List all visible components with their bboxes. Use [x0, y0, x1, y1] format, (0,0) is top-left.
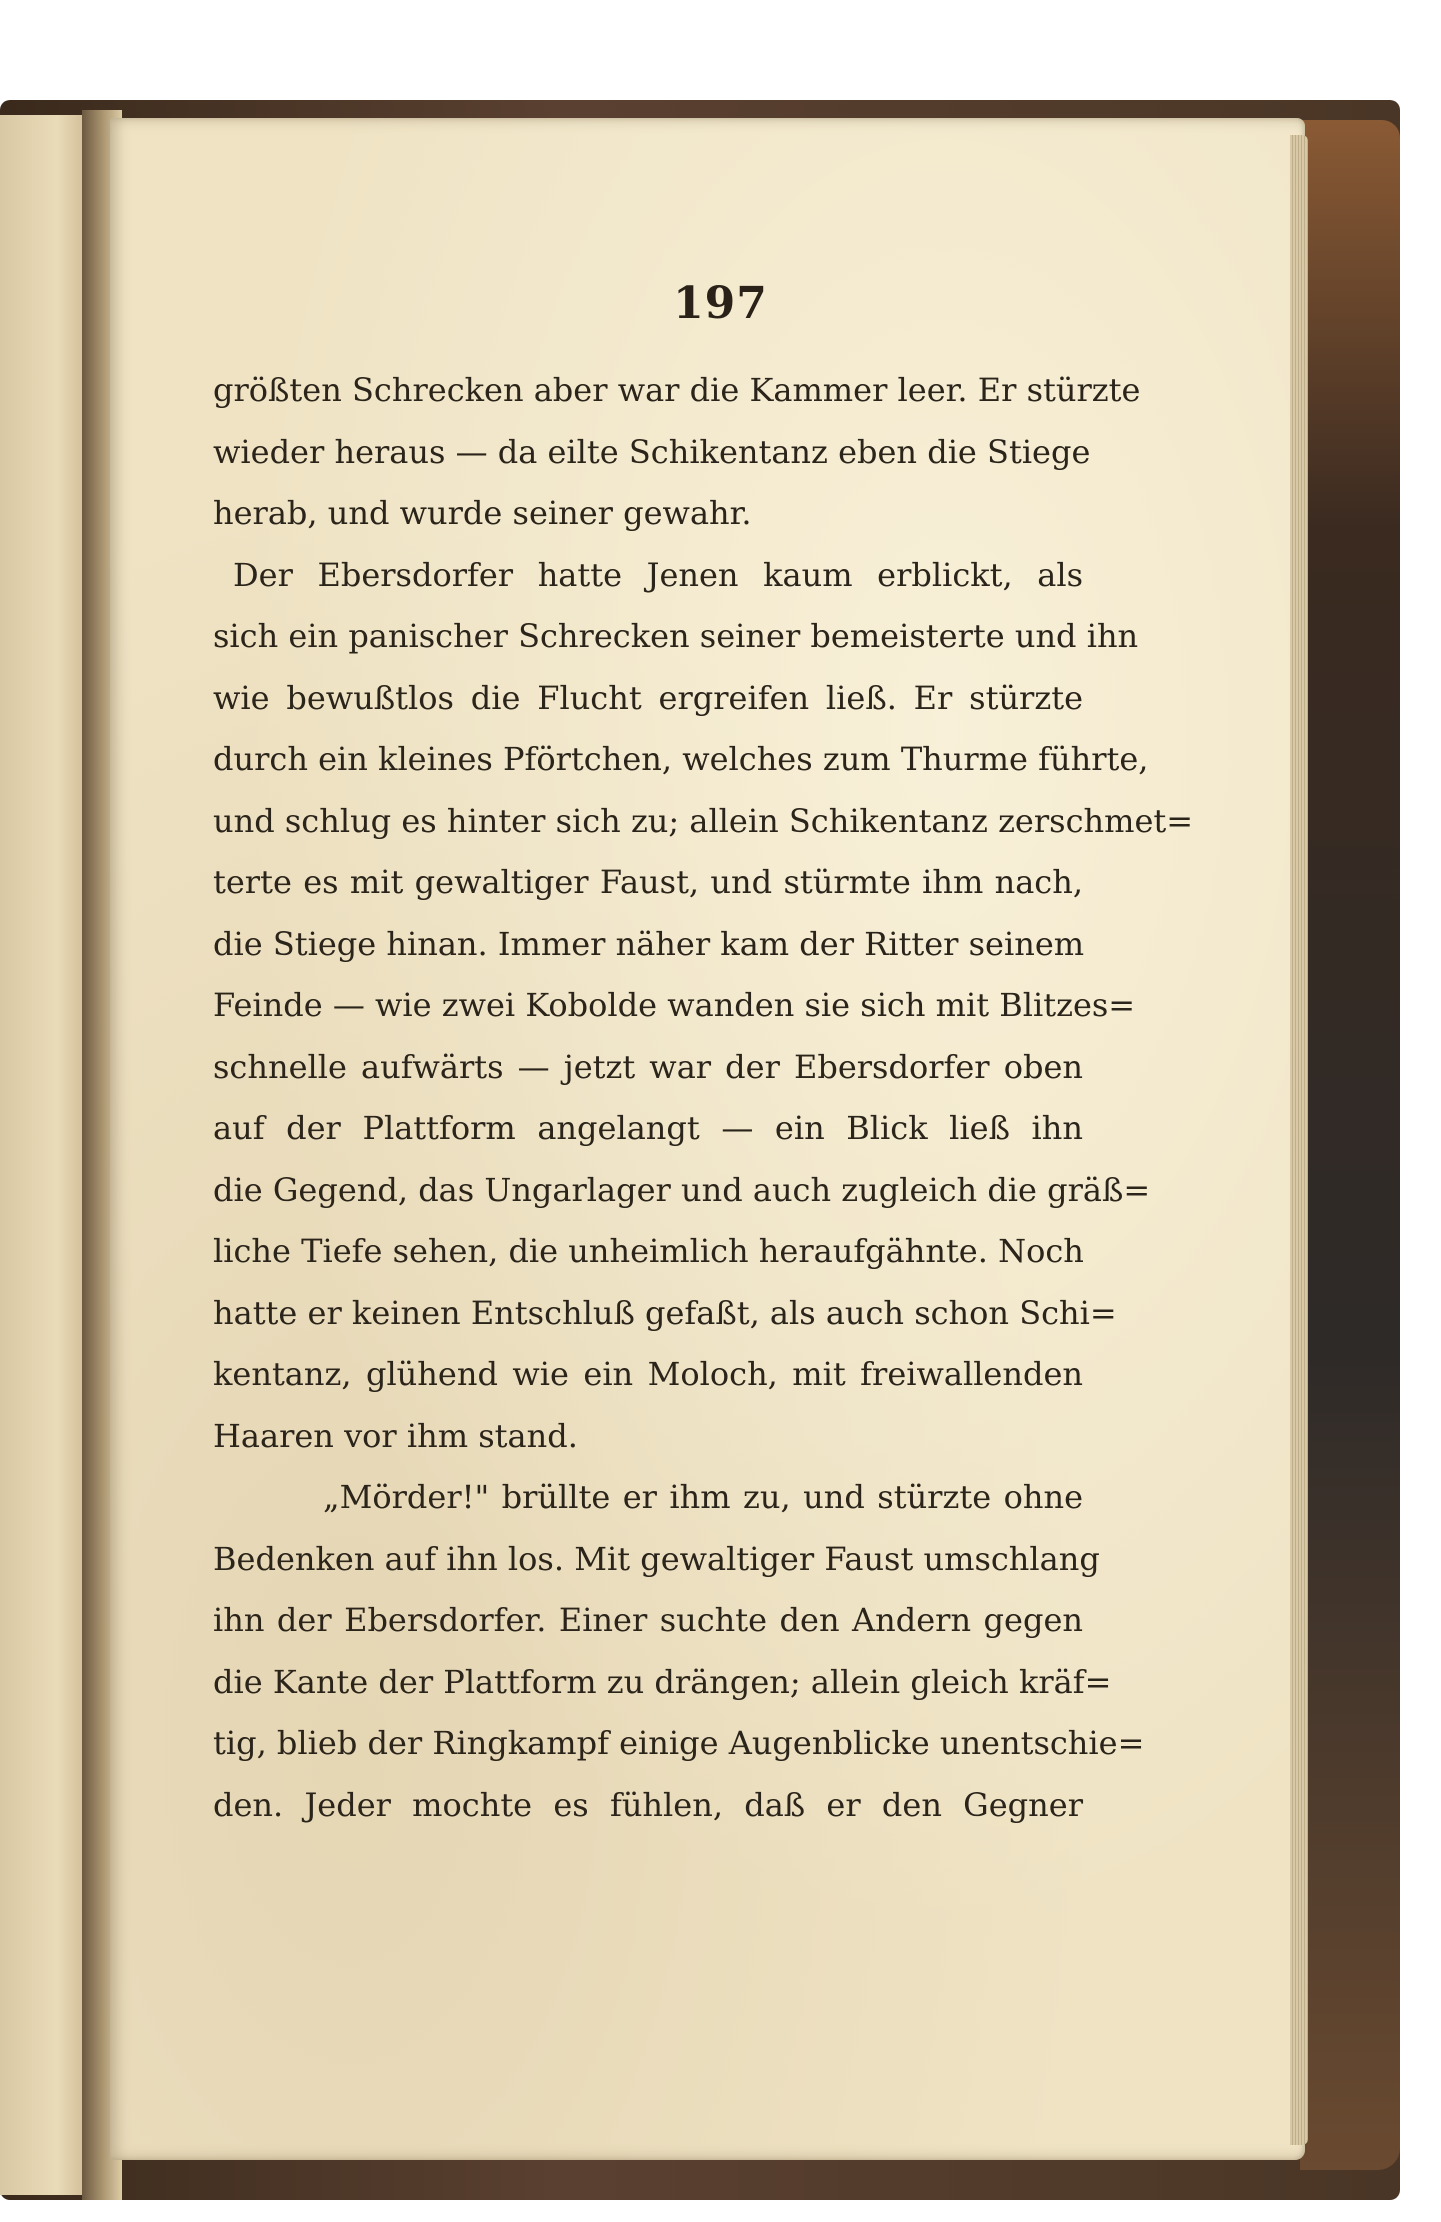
text-line: durch ein kleines Pförtchen, welches zum Thurme führte, [213, 740, 1149, 778]
body-text [213, 360, 1194, 1836]
text-line: Feinde — wie zwei Kobolde wanden sie sich mit Blitzes= [213, 986, 1136, 1024]
text-line: kentanz, glühend wie ein Moloch, mit freiwallenden [213, 1355, 1083, 1393]
text-line: herab, und wurde seiner gewahr. [213, 494, 752, 532]
text-line: größten Schrecken aber war die Kammer leer. Er stürzte [213, 371, 1141, 409]
text-line: ihn der Ebersdorfer. Einer suchte den Andern gegen [213, 1601, 1083, 1639]
text-line: den. Jeder mochte es fühlen, daß er den Gegner [213, 1785, 1083, 1824]
text-line: die Gegend, das Ungarlager und auch zugleich die gräß= [213, 1170, 1151, 1209]
text-line: tig, blieb der Ringkampf einige Augenblicke unentschie= [213, 1724, 1145, 1762]
text-line: die Kante der Plattform zu drängen; allein gleich kräf= [213, 1662, 1112, 1701]
text-line: und schlug es hinter sich zu; allein Schikentanz zerschmet= [213, 801, 1194, 840]
text-line: Bedenken auf ihn los. Mit gewaltiger Faust umschlang [213, 1539, 1100, 1578]
left-page-edge [0, 115, 95, 2195]
page-stack-edges [1290, 135, 1308, 2145]
text-line: wieder heraus — da eilte Schikentanz eben die Stiege [213, 432, 1091, 471]
book-cover-edge [1300, 120, 1400, 2170]
text-line: Der Ebersdorfer hatte Jenen kaum erblickt, als [233, 555, 1083, 594]
text-line: terte es mit gewaltiger Faust, und stürmte ihm nach, [213, 863, 1083, 901]
text-line: die Stiege hinan. Immer näher kam der Ritter seinem [213, 924, 1085, 963]
page-number: 197 [673, 278, 768, 329]
text-line: auf der Plattform angelangt — ein Blick ließ ihn [213, 1109, 1083, 1147]
text-line: sich ein panischer Schrecken seiner bemeisterte und ihn [213, 617, 1139, 655]
text-line: Haaren vor ihm stand. [213, 1416, 578, 1455]
text-line: „Mörder!" brüllte er ihm zu, und stürzte ohne [323, 1478, 1083, 1516]
text-line: hatte er keinen Entschluß gefaßt, als auch schon Schi= [213, 1293, 1117, 1332]
text-line: liche Tiefe sehen, die unheimlich heraufgähnte. Noch [213, 1232, 1084, 1270]
text-line: schnelle aufwärts — jetzt war der Ebersdorfer oben [213, 1047, 1083, 1086]
text-line: wie bewußtlos die Flucht ergreifen ließ. Er stürzte [213, 678, 1083, 717]
